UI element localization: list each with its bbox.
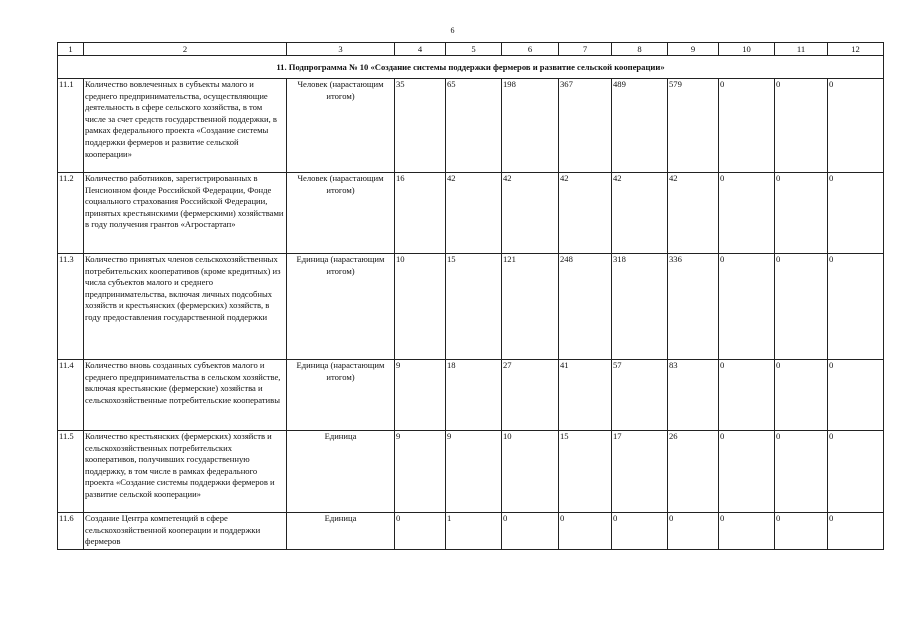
value-cell: 0	[395, 513, 446, 550]
value-cell: 83	[668, 360, 719, 431]
value-cell: 579	[668, 79, 719, 173]
value-cell: 65	[446, 79, 502, 173]
indicator-name: Количество вовлеченных в субъекты малого и среднего предпринимательства, осуществляющие деятельность в сфере сельского хозяйства, в том числе за счет средств государственной поддержки, в рамках федерального проекта «Создание системы поддержки фермеров и развитие сельской кооперации»	[84, 79, 287, 173]
value-cell: 0	[828, 513, 884, 550]
value-cell: 1	[446, 513, 502, 550]
value-cell: 0	[775, 360, 828, 431]
indicators-table	[57, 42, 884, 550]
value-cell: 248	[559, 254, 612, 360]
value-cell: 15	[446, 254, 502, 360]
value-cell: 0	[828, 360, 884, 431]
column-header: 1	[58, 43, 84, 56]
row-number: 11.5	[58, 431, 84, 513]
section-title: 11. Подпрограмма № 10 «Создание системы поддержки фермеров и развитие сельской кооперации»	[58, 56, 884, 79]
page-number: 6	[450, 26, 455, 35]
value-cell: 0	[719, 360, 775, 431]
column-header: 7	[559, 43, 612, 56]
value-cell: 0	[828, 173, 884, 254]
value-cell: 27	[502, 360, 559, 431]
indicator-name: Создание Центра компетенций в сфере сельскохозяйственной кооперации и поддержки фермеров	[84, 513, 287, 550]
column-header: 4	[395, 43, 446, 56]
column-header: 10	[719, 43, 775, 56]
unit-of-measure: Человек (нарастающим итогом)	[287, 79, 395, 173]
table-row	[58, 173, 884, 254]
value-cell: 15	[559, 431, 612, 513]
value-cell: 0	[828, 254, 884, 360]
value-cell: 18	[446, 360, 502, 431]
column-header: 11	[775, 43, 828, 56]
row-number: 11.6	[58, 513, 84, 550]
value-cell: 9	[395, 431, 446, 513]
value-cell: 0	[775, 513, 828, 550]
column-header: 2	[84, 43, 287, 56]
row-number: 11.4	[58, 360, 84, 431]
column-header: 9	[668, 43, 719, 56]
unit-of-measure: Человек (нарастающим итогом)	[287, 173, 395, 254]
value-cell: 0	[775, 254, 828, 360]
row-number: 11.2	[58, 173, 84, 254]
value-cell: 16	[395, 173, 446, 254]
section-row	[58, 56, 884, 79]
value-cell: 121	[502, 254, 559, 360]
value-cell: 0	[719, 431, 775, 513]
value-cell: 0	[502, 513, 559, 550]
value-cell: 0	[775, 79, 828, 173]
value-cell: 0	[719, 173, 775, 254]
unit-of-measure: Единица	[287, 431, 395, 513]
value-cell: 42	[446, 173, 502, 254]
column-header: 8	[612, 43, 668, 56]
column-header: 5	[446, 43, 502, 56]
value-cell: 41	[559, 360, 612, 431]
value-cell: 367	[559, 79, 612, 173]
value-cell: 42	[612, 173, 668, 254]
value-cell: 0	[775, 431, 828, 513]
value-cell: 57	[612, 360, 668, 431]
row-number: 11.3	[58, 254, 84, 360]
table-row	[58, 254, 884, 360]
column-header: 12	[828, 43, 884, 56]
indicator-name: Количество принятых членов сельскохозяйственных потребительских кооперативов (кроме кредитных) из числа субъектов малого и среднего предпринимательства, включая личных подсобных хозяйств и крестьянских (фермерских) хозяйств, в году предоставления государственной поддержки	[84, 254, 287, 360]
value-cell: 0	[775, 173, 828, 254]
table-row	[58, 513, 884, 550]
value-cell: 0	[612, 513, 668, 550]
value-cell: 42	[668, 173, 719, 254]
value-cell: 0	[828, 431, 884, 513]
value-cell: 26	[668, 431, 719, 513]
value-cell: 489	[612, 79, 668, 173]
column-header: 6	[502, 43, 559, 56]
row-number: 11.1	[58, 79, 84, 173]
value-cell: 0	[719, 513, 775, 550]
value-cell: 336	[668, 254, 719, 360]
value-cell: 0	[719, 254, 775, 360]
indicator-name: Количество крестьянских (фермерских) хозяйств и сельскохозяйственных потребительских кооперативов, получивших государственную поддержку, в том числе в рамках федерального проекта «Создание системы поддержки фермеров и развитие сельской кооперации»	[84, 431, 287, 513]
value-cell: 35	[395, 79, 446, 173]
table-row	[58, 79, 884, 173]
unit-of-measure: Единица (нарастающим итогом)	[287, 360, 395, 431]
value-cell: 9	[446, 431, 502, 513]
table-row	[58, 360, 884, 431]
column-number-row	[58, 43, 884, 56]
value-cell: 0	[828, 79, 884, 173]
value-cell: 318	[612, 254, 668, 360]
value-cell: 10	[395, 254, 446, 360]
value-cell: 10	[502, 431, 559, 513]
indicator-name: Количество вновь созданных субъектов малого и среднего предпринимательства в сельском хозяйстве, включая крестьянские (фермерские) хозяйства и сельскохозяйственные потребительские кооперативы	[84, 360, 287, 431]
value-cell: 0	[668, 513, 719, 550]
value-cell: 17	[612, 431, 668, 513]
column-header: 3	[287, 43, 395, 56]
value-cell: 198	[502, 79, 559, 173]
table-row	[58, 431, 884, 513]
unit-of-measure: Единица (нарастающим итогом)	[287, 254, 395, 360]
indicator-name: Количество работников, зарегистрированных в Пенсионном фонде Российской Федерации, Фонде социального страхования Российской Федерации, принятых крестьянскими (фермерскими) хозяйствами в году получения грантов «Агростартап»	[84, 173, 287, 254]
value-cell: 0	[559, 513, 612, 550]
value-cell: 0	[719, 79, 775, 173]
value-cell: 9	[395, 360, 446, 431]
value-cell: 42	[559, 173, 612, 254]
value-cell: 42	[502, 173, 559, 254]
unit-of-measure: Единица	[287, 513, 395, 550]
